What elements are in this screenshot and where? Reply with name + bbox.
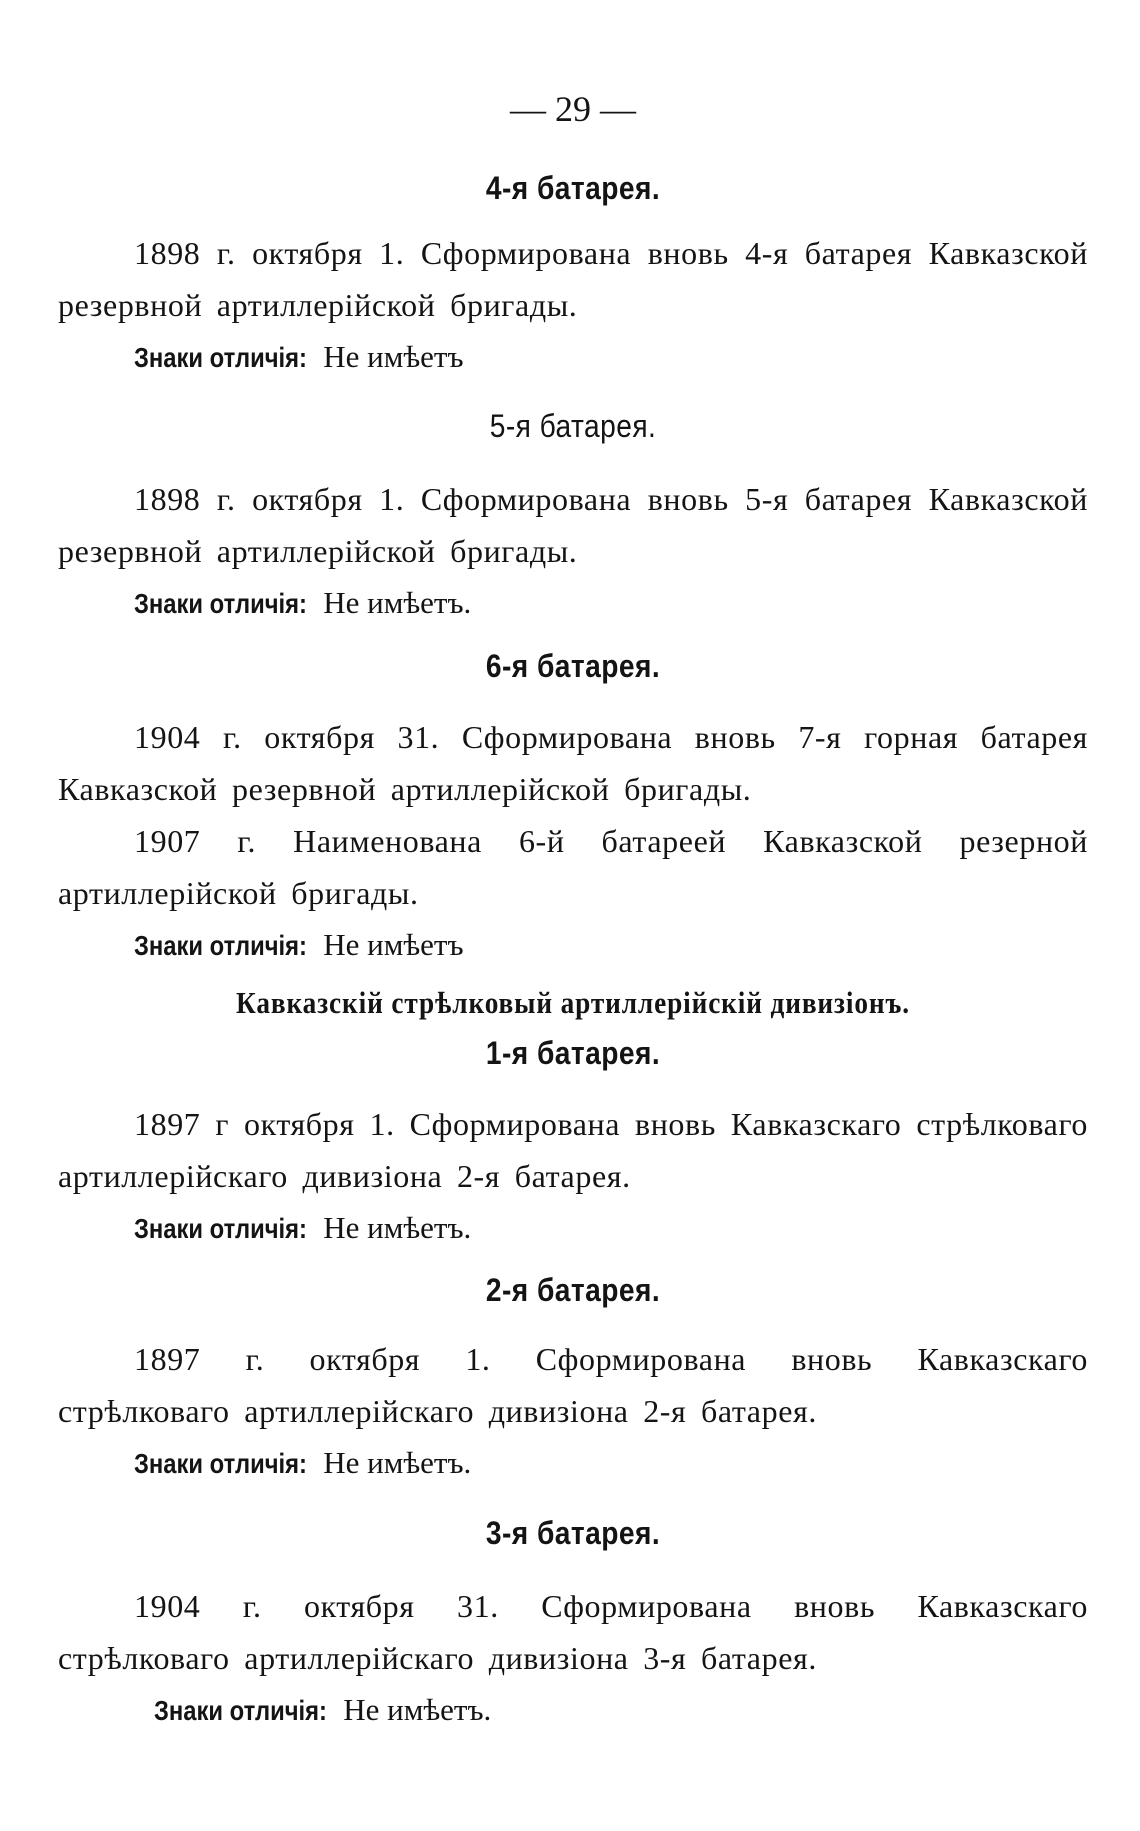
section-paragraph: 1898 г. октября 1. Сформирована вновь 5-я батарея Кавказской резервной артиллерійской бригады. xyxy=(58,481,1088,569)
distinction-marks-label: Знаки отличія: xyxy=(134,588,307,619)
distinction-marks-label: Знаки отличія: xyxy=(134,930,307,961)
section-heading: 6-я батарея. xyxy=(485,648,661,684)
distinction-marks-value: Не имѣетъ. xyxy=(323,1210,472,1245)
section-heading: 1-я батарея. xyxy=(485,1035,661,1071)
section-paragraph: 1904 г. октября 31. Сформирована вновь Кавказскаго стрѣлковаго артиллерійскаго дивизіона 3-я батарея. xyxy=(58,1588,1088,1676)
page-number: — 29 — xyxy=(510,89,636,129)
distinction-marks xyxy=(58,1684,1088,1737)
division-heading: Кавказскій стрѣлковый артиллерійскій дивизіонъ. xyxy=(236,985,910,1020)
section-division-battery-1 xyxy=(58,985,1088,1255)
section-heading: 2-я батарея. xyxy=(485,1272,661,1308)
distinction-marks xyxy=(58,1202,1088,1255)
section-battery-6 xyxy=(58,648,1088,972)
section-heading: 3-я батарея. xyxy=(485,1515,661,1551)
distinction-marks-value: Не имѣетъ. xyxy=(323,585,472,620)
distinction-marks-value: Не имѣетъ. xyxy=(343,1692,492,1727)
distinction-marks-value: Не имѣетъ. xyxy=(323,1445,472,1480)
section-heading: 4-я батарея. xyxy=(485,170,661,206)
distinction-marks-label: Знаки отличія: xyxy=(134,1213,307,1244)
section-paragraph: 1897 г октября 1. Сформирована вновь Кавказскаго стрѣлковаго артиллерійскаго дивизіона 2-я батарея. xyxy=(58,1106,1088,1194)
distinction-marks xyxy=(58,1437,1088,1490)
section-battery-4 xyxy=(58,170,1088,384)
document-page xyxy=(58,0,1088,1831)
distinction-marks-label: Знаки отличія: xyxy=(134,342,307,373)
section-battery-5 xyxy=(58,408,1088,630)
section-heading: 5-я батарея. xyxy=(489,408,657,444)
distinction-marks-label: Знаки отличія: xyxy=(154,1695,327,1726)
distinction-marks-value: Не имѣетъ xyxy=(323,339,464,374)
distinction-marks xyxy=(58,919,1088,972)
section-division-battery-2 xyxy=(58,1272,1088,1490)
distinction-marks xyxy=(58,577,1088,630)
distinction-marks-label: Знаки отличія: xyxy=(134,1448,307,1479)
section-paragraph: 1898 г. октября 1. Сформирована вновь 4-я батарея Кавказской резервной артиллерійской бригады. xyxy=(58,235,1088,323)
section-paragraph: 1907 г. Наименована 6-й батареей Кавказской резерной артиллерійской бригады. xyxy=(58,823,1088,911)
section-paragraph: 1897 г. октября 1. Сформирована вновь Кавказскаго стрѣлковаго артиллерійскаго дивизіона 2-я батарея. xyxy=(58,1341,1088,1429)
section-division-battery-3 xyxy=(58,1515,1088,1737)
distinction-marks xyxy=(58,331,1088,384)
section-paragraph: 1904 г. октября 31. Сформирована вновь 7-я горная батарея Кавказской резервной артиллерійской бригады. xyxy=(58,719,1088,807)
distinction-marks-value: Не имѣетъ xyxy=(323,927,464,962)
